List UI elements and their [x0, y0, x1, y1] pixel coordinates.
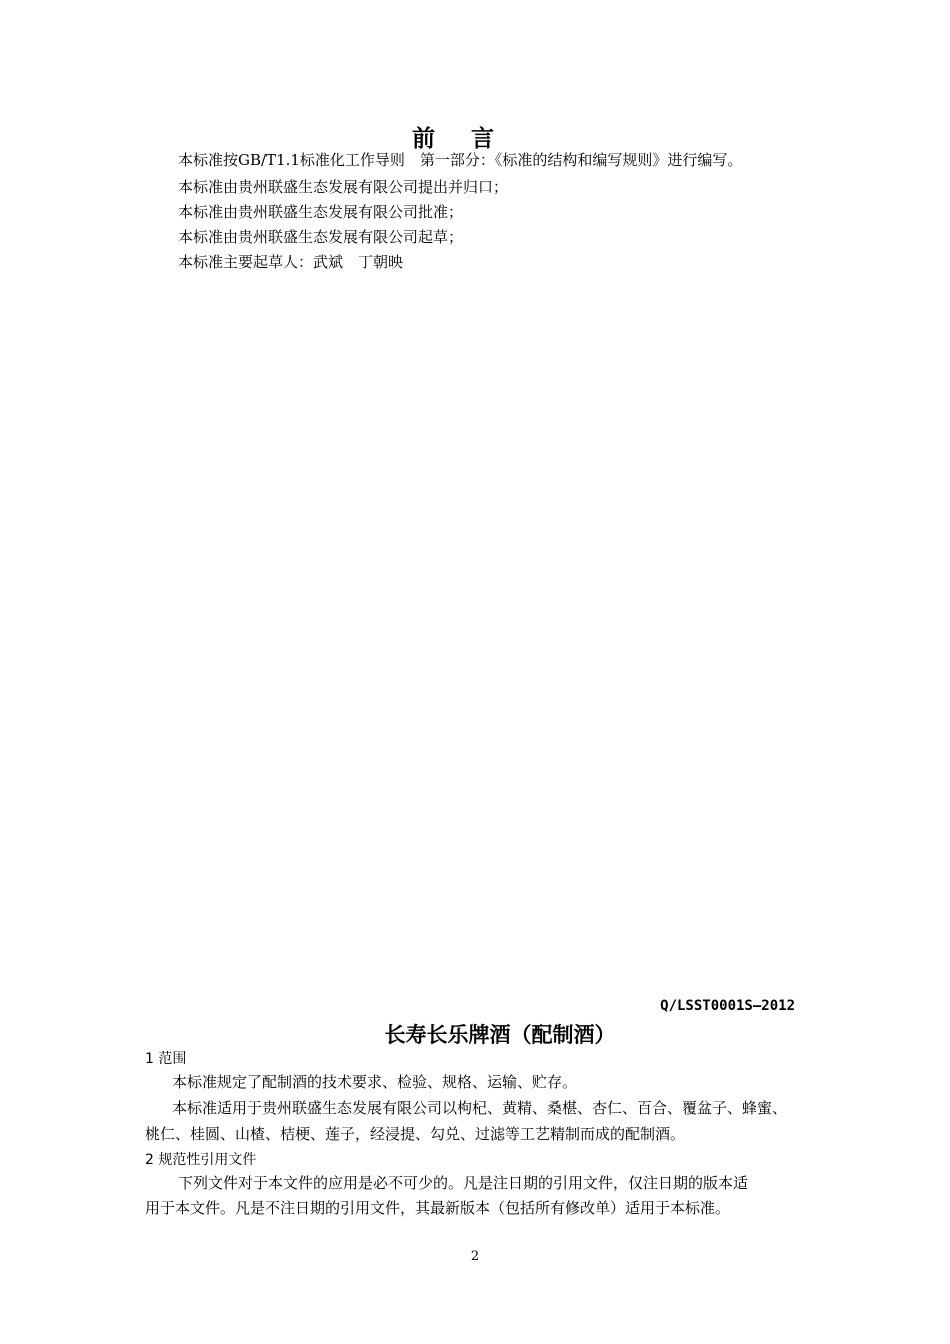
page-number: 2 [470, 1249, 480, 1264]
scope-paragraph-line: 本标准适用于贵州联盛生态发展有限公司以枸杞、黄精、桑椹、杏仁、百合、覆盆子、蜂蜜、 [172, 1099, 788, 1117]
foreword-line: 本标准主要起草人：武斌 丁朝映 [178, 253, 404, 271]
foreword-line: 本标准由贵州联盛生态发展有限公司批准； [178, 203, 464, 221]
foreword-line: 本标准由贵州联盛生态发展有限公司起草； [178, 228, 464, 246]
standard-code: Q/LSST0001S—2012 [660, 998, 795, 1014]
references-paragraph-line: 用于本文件。凡是不注日期的引用文件，其最新版本（包括所有修改单）适用于本标准。 [145, 1199, 731, 1217]
foreword-title: 前 言 [411, 126, 508, 152]
foreword-line: 本标准由贵州联盛生态发展有限公司提出并归口； [178, 178, 509, 196]
scope-paragraph-line: 本标准规定了配制酒的技术要求、检验、规格、运输、贮存。 [172, 1073, 578, 1091]
document-title: 长寿长乐牌酒（配制酒） [384, 1023, 616, 1047]
section-heading-normative-references: 2 规范性引用文件 [145, 1152, 257, 1168]
section-heading-scope: 1 范围 [145, 1051, 187, 1067]
scope-paragraph-line: 桃仁、桂圆、山楂、桔梗、莲子，经浸提、勾兑、过滤等工艺精制而成的配制酒。 [145, 1125, 686, 1143]
references-paragraph-line: 下列文件对于本文件的应用是必不可少的。凡是注日期的引用文件，仅注日期的版本适 [178, 1174, 749, 1192]
foreword-line: 本标准按GB/T1.1标准化工作导则 第一部分：《标准的结构和编写规则》进行编写。 [178, 151, 743, 169]
